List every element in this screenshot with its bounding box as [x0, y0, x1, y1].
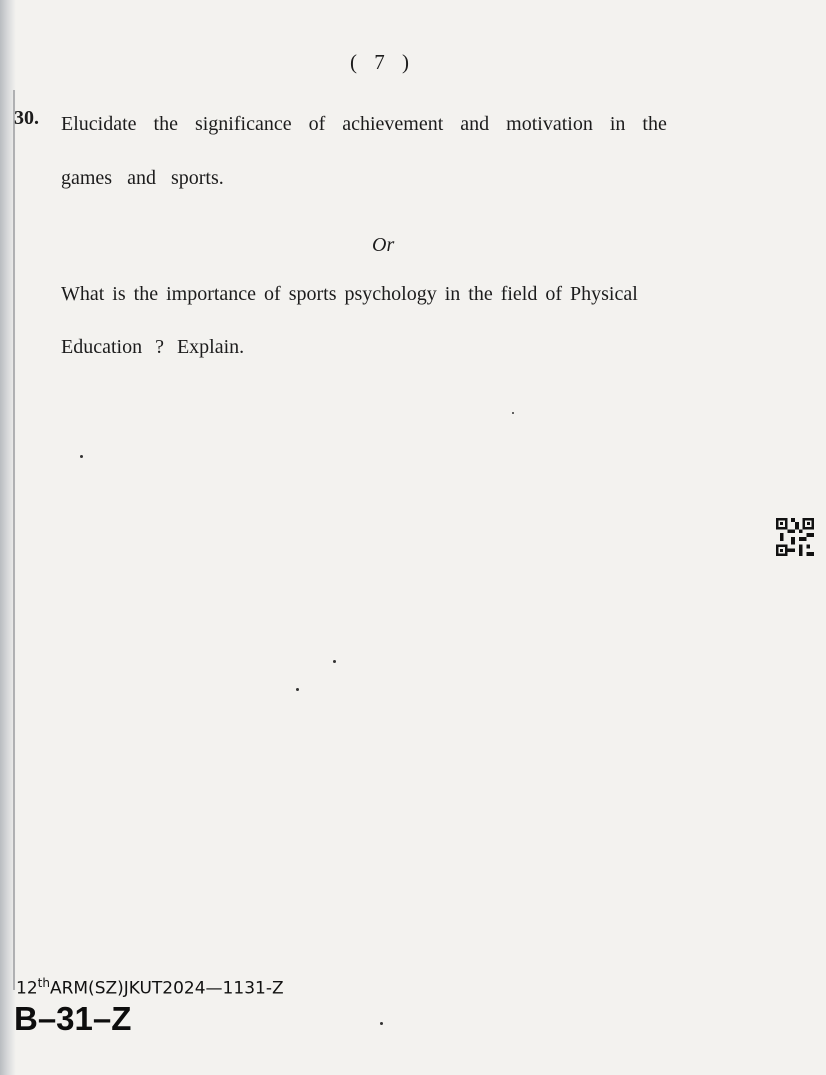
question-text-line-2: games and sports.	[61, 167, 224, 189]
footer-code-prefix: 12	[16, 978, 38, 999]
paper-speck	[296, 688, 299, 691]
paper-speck	[333, 660, 336, 663]
page-edge-line	[13, 90, 15, 990]
alternate-question-line-2: Education ? Explain.	[61, 336, 245, 358]
alternate-question-line-1: What is the importance of sports psychology in the field of Physical	[61, 283, 638, 305]
question-text-line-1: Elucidate the significance of achievement and motivation in the	[61, 113, 667, 135]
qr-code-icon	[775, 518, 815, 556]
paper-speck	[80, 455, 83, 458]
footer-code-rest: ARM(SZ)JKUT2024—1131-Z	[49, 978, 284, 999]
paper-speck	[512, 412, 514, 414]
footer-code-superscript: th	[37, 976, 50, 990]
paper-speck	[380, 1022, 383, 1025]
paper-id: B–31–Z	[14, 1000, 132, 1037]
footer-exam-code	[16, 976, 284, 999]
or-separator: Or	[372, 234, 395, 256]
question-number: 30.	[14, 107, 39, 129]
page-number: ( 7 )	[350, 50, 415, 74]
